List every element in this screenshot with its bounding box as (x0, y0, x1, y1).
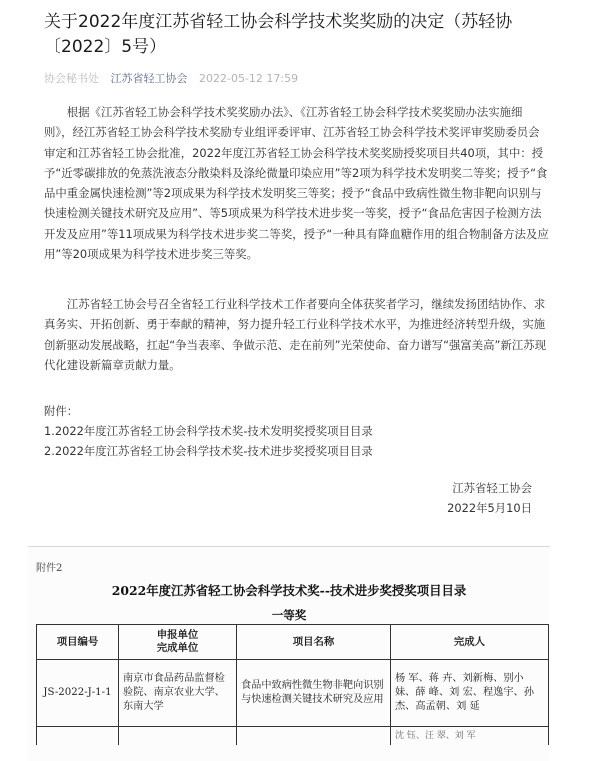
table-header-row (37, 625, 549, 660)
table-row-partial (37, 727, 549, 746)
cell-unit: 南京市食品药品监督检验院、南京农业大学、东南大学 (119, 660, 237, 727)
attachment-tag: 附件2 (36, 563, 63, 574)
header-unit-line2: 完成单位 (156, 642, 199, 654)
signature-date: 2022年5月10日 (447, 501, 532, 515)
publish-datetime: 2022-05-12 17:59 (199, 72, 299, 85)
scanned-attachment-image (28, 546, 550, 761)
article-title: 关于2022年度江苏省轻工协会科学技术奖奖励的决定（苏轻协〔2022〕5号） (44, 12, 513, 57)
signature-org: 江苏省轻工协会 (452, 481, 532, 495)
header-people: 完成人 (391, 625, 549, 660)
cell-people-partial: 沈 钰、汪 翠、刘 军 (391, 727, 549, 746)
attachments-label: 附件： (44, 404, 79, 418)
attachment-item: 1.2022年度江苏省轻工协会科学技术奖-技术发明奖授奖项目目录 (44, 424, 373, 438)
attachment-doc-title: 2022年度江苏省轻工协会科学技术奖--技术进步奖授奖项目目录 (111, 583, 467, 598)
cell-project-name: 食品中致病性微生物非靶向识别与快速检测关键技术研究及应用 (237, 660, 391, 727)
award-grade: 一等奖 (271, 608, 307, 622)
cell-project-id: JS-2022-J-1-1 (37, 660, 119, 727)
table-row (37, 660, 549, 727)
header-unit (119, 625, 237, 660)
header-project-id: 项目编号 (37, 625, 119, 660)
header-project-name: 项目名称 (237, 625, 391, 660)
account-link[interactable]: 江苏省轻工协会 (110, 72, 188, 85)
cell-people: 杨 军、蒋 卉、刘新梅、别小妹、薛 峰、刘 宏、程逸宇、孙 杰、高孟朝、刘 延 (391, 660, 549, 727)
attachments-list (44, 401, 373, 461)
article-meta (44, 70, 298, 86)
header-unit-line1: 申报单位 (156, 629, 199, 641)
body-paragraph-2: 江苏省轻工协会号召全省轻工行业科学技术工作者要向全体获奖者学习，继续发扬团结协作、求真务实、开拓创新、勇于奉献的精神，努力提升轻工行业科学技术水平，为推进经济转型升级，实施创新驱动发展战略，扛起“争当表率、争做示范、走在前列”光荣使命、奋力谱写“强富美高”新江苏现代化建设新篇章贡献力量。 (44, 297, 547, 372)
signature-block (447, 478, 532, 518)
award-table (36, 624, 549, 745)
article-source: 协会秘书处 (44, 72, 99, 85)
body-paragraph-1: 根据《江苏省轻工协会科学技术奖奖励办法》、《江苏省轻工协会科学技术奖奖励办法实施细则》，经江苏省轻工协会科学技术奖励专业组评委评审、江苏省轻工协会科学技术奖评审奖励委员会审定和江苏省轻工协会批准，2022年度江苏省轻工协会科学技术奖奖励授奖项目共40项，其中：授予“近零碳排放的免蒸洗液态分散染料及涤纶微量印染应用”等2项为科学技术发明奖二等奖；授予“食品中重金属快速检测”等2项成果为科学技术发明奖三等奖；授予“食品中致病性微生物非靶向识别与快速检测关键技术研究及应用”、等5项成果为科学技术进步奖一等奖，授予“食品危害因子检测方法开发及应用”等11项成果为科学技术进步奖二等奖，授予“一种具有降血糖作用的组合物制备方法及应用”等20项成果为科学技术进步奖三等奖。 (44, 105, 549, 262)
attachment-item: 2.2022年度江苏省轻工协会科学技术奖-技术进步奖授奖项目目录 (44, 444, 373, 458)
